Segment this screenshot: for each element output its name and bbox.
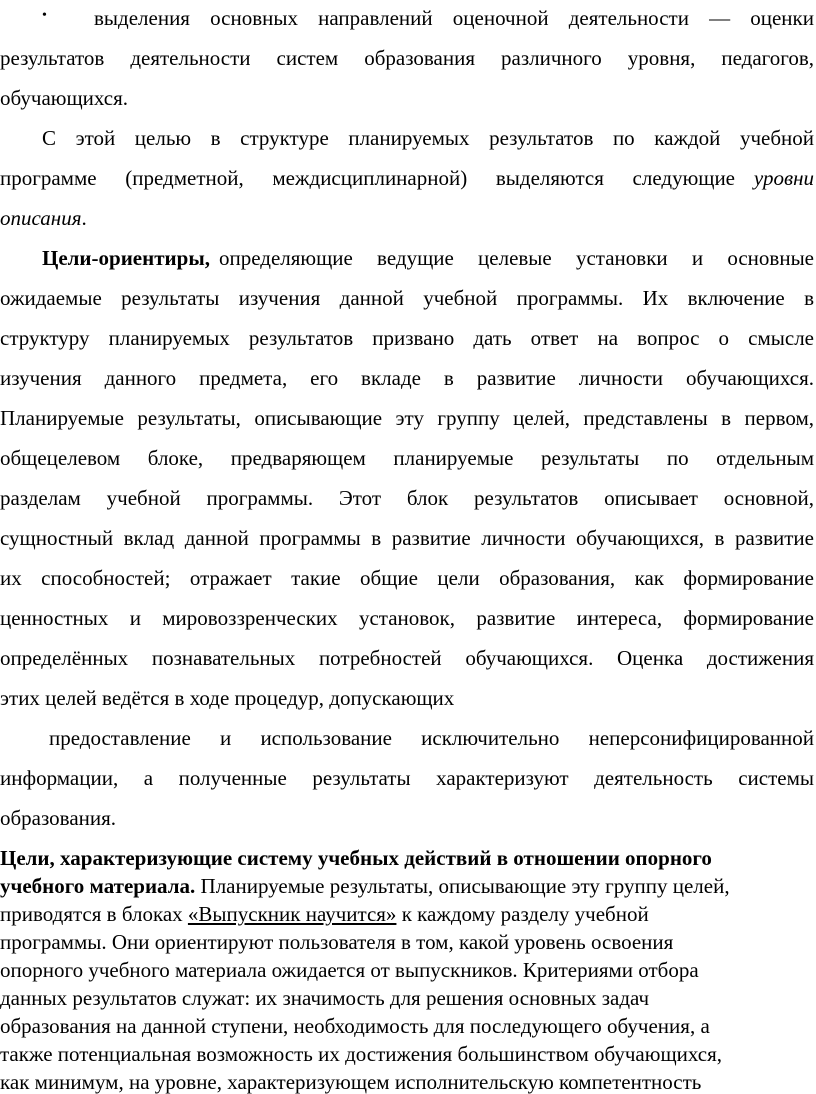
text-run: Планируемые результаты, описывающие эту группу целей, [200, 874, 730, 898]
text-run: к каждому разделу учебной [401, 902, 649, 926]
text-line: С этой целью в структуре планируемых результатов по каждой учебной [42, 126, 814, 150]
italic-run: описания [0, 206, 82, 230]
text-line [0, 166, 814, 190]
text-line: их способностей; отражает такие общие цели образования, как формирование [0, 566, 814, 590]
text-line: обучающихся. [0, 86, 128, 110]
text-line: предоставление и использование исключительно неперсонифицированной [49, 726, 814, 750]
underlined-block-name: «Выпускник научится» [187, 902, 397, 926]
text-line: определённых познавательных потребностей обучающихся. Оценка достижения [0, 646, 814, 670]
text-line [42, 246, 814, 270]
text-line: выделения основных направлений оценочной деятельности — оценки [94, 6, 814, 30]
text-line: образования на данной ступени, необходимость для последующего обучения, а [0, 1014, 710, 1038]
bold-heading: Цели-ориентиры, [42, 246, 210, 270]
text-line: ожидаемые результаты изучения данной учебной программы. Их включение в [0, 286, 814, 310]
text-run: приводятся в блоках [0, 902, 183, 926]
bold-heading: Цели, характеризующие систему учебных действий в отношении опорного [0, 846, 712, 870]
text-line [0, 902, 649, 926]
text-run: программе (предметной, междисциплинарной) выделяются следующие [0, 166, 735, 190]
text-line: образования. [0, 806, 117, 830]
italic-run: уровни [753, 166, 814, 190]
text-line [0, 206, 87, 230]
text-run: определяющие ведущие целевые установки и основные [218, 246, 814, 270]
bold-heading: учебного материала. [0, 874, 196, 898]
text-line: Планируемые результаты, описывающие эту группу целей, представлены в первом, [0, 406, 814, 430]
text-line: ценностных и мировоззренческих установок, развитие интереса, формирование [0, 606, 814, 630]
text-line: изучения данного предмета, его вкладе в развитие личности обучающихся. [0, 366, 814, 390]
text-line: информации, а полученные результаты характеризуют деятельность системы [0, 766, 814, 790]
text-line: как минимум, на уровне, характеризующем исполнительскую компетентность [0, 1070, 702, 1094]
text-line: также потенциальная возможность их достижения большинством обучающихся, [0, 1042, 722, 1066]
text-line: результатов деятельности систем образования различного уровня, педагогов, [0, 46, 814, 70]
text-line: структуру планируемых результатов призвано дать ответ на вопрос о смысле [0, 326, 814, 350]
text-line: данных результатов служат: их значимость для решения основных задач [0, 986, 650, 1010]
text-line: сущностный вклад данной программы в развитие личности обучающихся, в развитие [0, 526, 814, 550]
text-line [0, 874, 730, 898]
text-line: опорного учебного материала ожидается от выпускников. Критериями отбора [0, 958, 699, 982]
text-run: . [81, 206, 87, 230]
text-line: этих целей ведётся в ходе процедур, допускающих [0, 686, 455, 710]
text-line: общецелевом блоке, предваряющем планируемые результаты по отдельным [0, 446, 814, 470]
text-line: программы. Они ориентируют пользователя в том, какой уровень освоения [0, 930, 674, 954]
text-line: разделам учебной программы. Этот блок результатов описывает основной, [0, 486, 814, 510]
bullet-icon: • [42, 8, 47, 23]
